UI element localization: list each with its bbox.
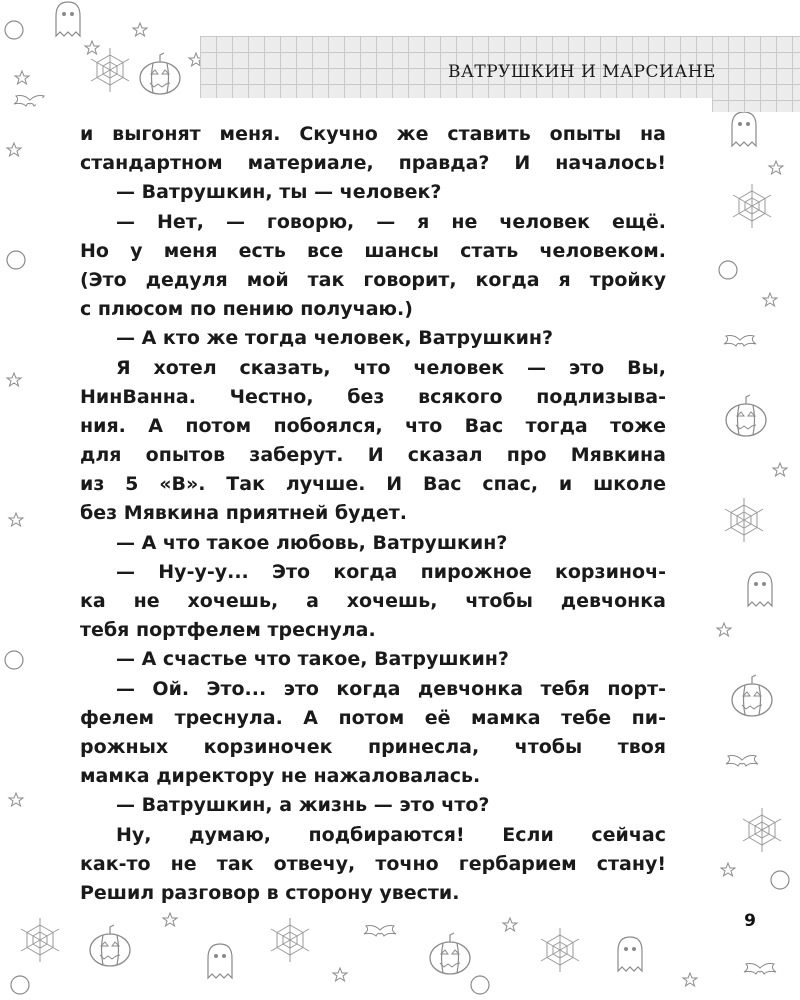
text-line-11: ния. А потом побоялся, что Вас тогда тоже bbox=[80, 414, 666, 437]
text-line-23: мамка директору не нажаловалась. bbox=[80, 765, 481, 788]
text-line-9: Я хотел сказать, что человек — это Вы, bbox=[116, 356, 666, 379]
text-line-2: стандартном материале, правда? И началось! bbox=[80, 152, 666, 175]
text-line-3: — Ватрушкин, ты — человек? bbox=[116, 181, 442, 204]
bottom-band-doodles bbox=[11, 913, 776, 994]
text-line-14: без Мявкина приятней будет. bbox=[80, 502, 408, 525]
page-number: 9 bbox=[736, 907, 764, 935]
left-strip-doodles bbox=[5, 143, 25, 806]
running-title: ВАТРУШКИН И МАРСИАНЕ bbox=[448, 62, 716, 82]
text-line-25: Ну, думаю, подбираются! Если сейчас bbox=[116, 823, 666, 846]
text-line-7: с плюсом по пению получаю.) bbox=[80, 298, 413, 321]
text-line-26: как-то не так отвечу, точно гербарием стану! bbox=[80, 852, 666, 875]
text-line-1: и выгонят меня. Скучно же ставить опыты на bbox=[80, 123, 666, 145]
text-line-20: — Ой. Это... это когда девчонка тебя порт- bbox=[116, 677, 666, 700]
text-line-8: — А кто же тогда человек, Ватрушкин? bbox=[116, 327, 554, 350]
text-line-12: для опытов заберут. И сказал про Мявкина bbox=[80, 444, 666, 467]
text-line-10: НинВанна. Честно, без всякого подлизыва- bbox=[80, 385, 666, 408]
text-line-22: рожных корзиночек принесла, чтобы твоя bbox=[80, 735, 666, 758]
text-line-18: тебя портфелем треснула. bbox=[80, 619, 376, 642]
text-line-24: — Ватрушкин, а жизнь — это что? bbox=[116, 794, 490, 817]
text-line-13: из 5 «В». Так лучше. И Вас спас, и школе bbox=[80, 473, 666, 496]
text-line-17: ка не хочешь, а хочешь, чтобы девчонка bbox=[80, 590, 666, 612]
top-left-doodles bbox=[5, 2, 203, 106]
text-line-27: Решил разговор в сторону увести. bbox=[80, 881, 460, 904]
text-line-16: — Ну-у-у... Это когда пирожное корзиноч- bbox=[116, 560, 666, 583]
text-line-15: — А что такое любовь, Ватрушкин? bbox=[116, 531, 508, 554]
text-line-21: фелем треснула. А потом её мамка тебе пи- bbox=[80, 706, 666, 729]
text-line-6: (Это дедуля мой так говорит, когда я тройку bbox=[80, 268, 666, 291]
text-line-4: — Нет, — говорю, — я не человек ещё. bbox=[116, 210, 666, 233]
body-text bbox=[80, 120, 666, 908]
right-column-doodles bbox=[717, 112, 789, 889]
text-line-5: Но у меня есть все шансы стать человеком. bbox=[80, 239, 666, 262]
text-line-19: — А счастье что такое, Ватрушкин? bbox=[116, 648, 509, 671]
